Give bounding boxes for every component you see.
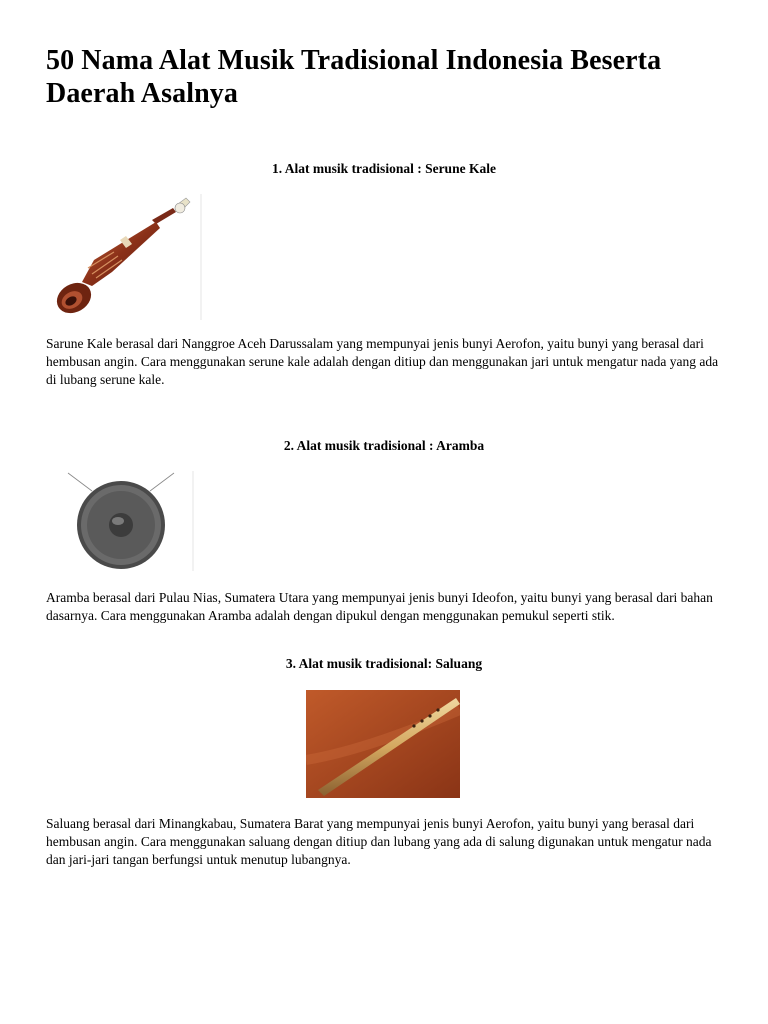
section-2-heading: 2. Alat musik tradisional : Aramba bbox=[283, 438, 485, 453]
saluang-image bbox=[306, 690, 460, 798]
aramba-gong-image bbox=[48, 471, 194, 571]
section-3-description: Saluang berasal dari Minangkabau, Sumatera Barat yang mempunyai jenis bunyi Aerofon, yaitu bunyi yang berasal dari hembusan angin. Cara menggunakan saluang dengan ditiup dan lubang yang ada di salung digunakan untuk mengatur nada dan jari-jari tangan berfungsi untuk menutup lubangnya. bbox=[46, 816, 712, 867]
section-3-heading: 3. Alat musik tradisional: Saluang bbox=[285, 656, 483, 671]
serune-kale-image bbox=[52, 194, 202, 322]
section-1-heading: 1. Alat musik tradisional : Serune Kale bbox=[272, 161, 496, 176]
section-1-description: Sarune Kale berasal dari Nanggroe Aceh Darussalam yang mempunyai jenis bunyi Aerofon, yaitu bunyi yang berasal dari hembusan angin. Cara menggunakan serune kale adalah dengan ditiup dan menggunakan jari untuk mengatur nada yang ada di lubang serune kale. bbox=[46, 336, 719, 387]
section-2-description: Aramba berasal dari Pulau Nias, Sumatera Utara yang mempunyai jenis bunyi Ideofon, yaitu bunyi yang berasal dari bahan dasarnya. Cara menggunakan Aramba adalah dengan dipukul dengan menggunakan pemukul seperti stik. bbox=[46, 590, 713, 623]
page-title: 50 Nama Alat Musik Tradisional Indonesia Beserta Daerah Asalnya bbox=[46, 45, 662, 109]
